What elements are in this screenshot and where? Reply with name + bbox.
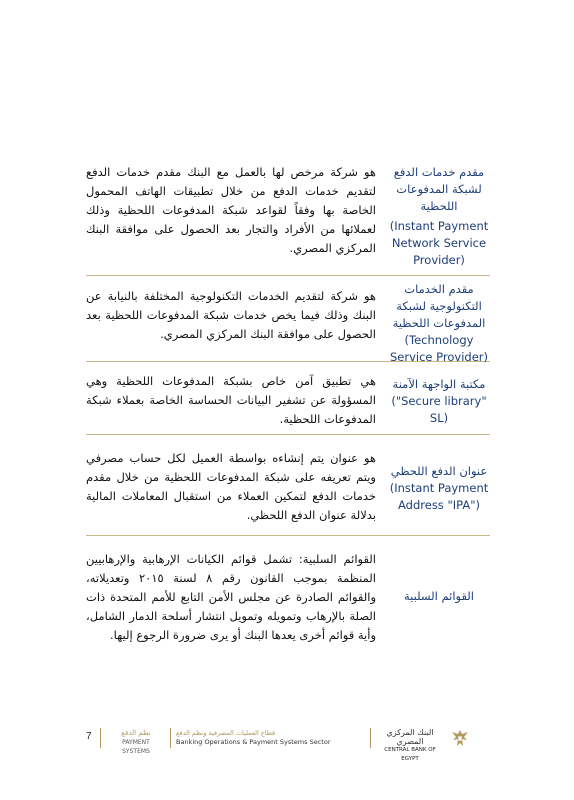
sector-arabic: قطاع العمليات المصرفية ونظم الدفع — [176, 729, 276, 737]
page-footer — [86, 727, 490, 762]
term-cell — [388, 588, 490, 605]
definition-cell: هو عنوان يتم إنشاءه بواسطة العميل لكل حساب مصرفي ويتم تعريفه على شبكة المدفوعات اللحظية من خلال مقدم خدمات الدفع لتمكين العملاء من استقبال المعاملات المالية بدلالة عنوان الدفع اللحظي. — [86, 451, 376, 522]
cbe-logo — [378, 728, 442, 764]
term-cell — [388, 463, 490, 514]
term-english: (Instant Payment Address "IPA") — [389, 481, 489, 512]
payment-systems-arabic: نظم الدفع — [121, 729, 151, 737]
definition-cell: القوائم السلبية: تشمل قوائم الكيانات الإرهابية والإرهابيين المنظمة بموجب القانون رقم ٨ لسنة ٢٠١٥ وتعديلاته، والقوائم الصادرة عن مجلس الأمن التابع للأمم المتحدة ذات الصلة بالإرهاب وتمويله وتمويل انتشار أسلحة الدمار الشامل، وأية قوائم أخرى يعدها البنك أو يرى ضرورة الرجوع إليها. — [86, 552, 376, 642]
table-row — [86, 435, 490, 536]
term-arabic: مقدم خدمات الدفع لشبكة المدفوعات اللحظية — [393, 165, 485, 213]
table-row — [86, 536, 490, 676]
cbe-english: CENTRAL BANK OF EGYPT — [384, 747, 436, 762]
term-english: ("Secure library" SL) — [391, 394, 487, 425]
divider — [170, 728, 171, 748]
eagle-emblem-icon — [448, 728, 472, 750]
definition-cell: هي تطبيق آمن خاص بشبكة المدفوعات اللحظية وهي المسؤولة عن تشفير البيانات الحساسة الخاصة بعملاء شبكة المدفوعات اللحظية. — [86, 374, 376, 426]
term-arabic: مقدم الخدمات التكنولوجية لشبكة المدفوعات اللحظية — [392, 282, 486, 330]
term-cell — [388, 281, 490, 366]
definition-cell: هو شركة لتقديم الخدمات التكنولوجية المختلفة بالنيابة عن البنك وذلك فيما يخص خدمات شبكة المدفوعات اللحظية بعد الحصول على موافقة البنك المركزي المصري. — [86, 289, 376, 341]
payment-systems-english: PAYMENT SYSTEMS — [122, 739, 150, 755]
divider — [370, 728, 371, 748]
divider — [100, 728, 101, 748]
table-row — [86, 362, 490, 435]
sector-title — [176, 729, 346, 747]
term-cell — [388, 164, 490, 269]
term-english: (Technology Service Provider) — [390, 333, 488, 364]
payment-systems-logo — [108, 729, 164, 756]
term-arabic: القوائم السلبية — [403, 589, 475, 603]
term-arabic: عنوان الدفع اللحظي — [390, 464, 488, 478]
definitions-table — [86, 160, 490, 676]
term-english: (Instant Payment Network Service Provider) — [389, 219, 489, 267]
sector-english: Banking Operations & Payment Systems Sector — [176, 738, 331, 746]
table-row — [86, 160, 490, 276]
cbe-arabic: البنك المركزي المصري — [386, 728, 434, 746]
page-number: 7 — [86, 731, 92, 742]
term-cell — [388, 376, 490, 427]
definition-cell: هو شركة مرخص لها بالعمل مع البنك مقدم خدمات الدفع لتقديم خدمات الدفع من خلال تطبيقات الهاتف المحمول الخاصة بها وفقاً لقواعد شبكة المدفوعات اللحظية وذلك لعملائها من الأفراد والتجار بعد الحصول على موافقة البنك المركزي المصري. — [86, 165, 376, 255]
term-arabic: مكتبة الواجهة الآمنة — [392, 377, 486, 391]
table-row — [86, 276, 490, 362]
